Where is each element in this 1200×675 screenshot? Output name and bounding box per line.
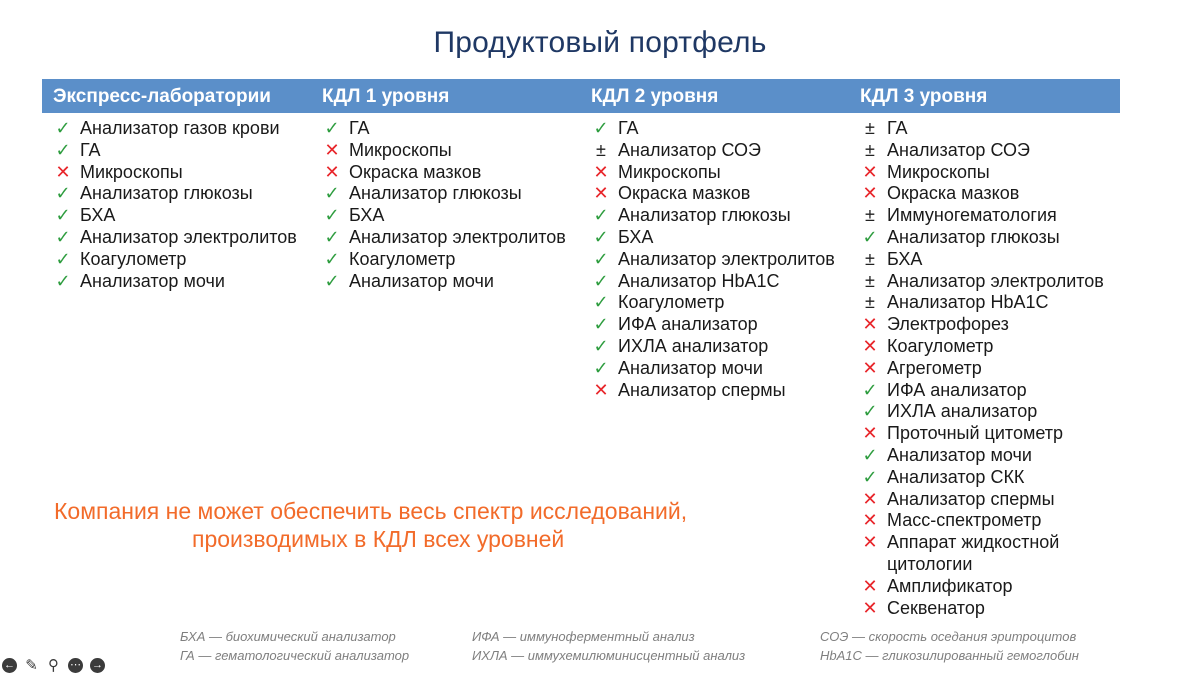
check-icon: ✓ [55,183,71,204]
cross-icon: ✕ [55,161,71,182]
list-item-label: Анализатор глюкозы [887,226,1060,247]
list-item-label: Проточный цитометр [887,423,1063,444]
list-item-label: Анализатор мочи [349,270,494,291]
list-item-label: Анализатор электролитов [887,270,1104,291]
check-icon: ✓ [862,401,878,422]
list-item-label: БХА [80,205,116,226]
cross-icon: ✕ [862,357,878,378]
company-note-line2: производимых в КДЛ всех уровней [192,526,565,552]
cross-icon: ✕ [862,597,878,618]
list-item-label: ИХЛА анализатор [887,401,1038,422]
check-icon: ✓ [593,335,609,356]
footnote: HbA1C — гликозилированный гемоглобин [820,648,1079,663]
check-icon: ✓ [593,357,609,378]
slide-title: Продуктовый портфель [433,26,767,59]
cross-icon: ✕ [324,139,340,160]
list-item-label: Микроскопы [349,139,452,160]
company-note-line1: Компания не может обеспечить весь спектр исследований, [54,498,688,524]
footnote: ИФА — иммуноферментный анализ [472,629,695,644]
cross-icon: ✕ [862,510,878,531]
plus-minus-icon: ± [865,139,875,160]
column-header-kdl1: КДЛ 1 уровня [322,86,450,107]
column-header-express: Экспресс-лаборатории [53,86,271,107]
footnote-group-3 [820,627,1079,665]
cross-icon: ✕ [862,423,878,444]
list-item-label: ИФА анализатор [618,314,758,335]
list-item-label: Иммуногематология [887,205,1057,226]
check-icon: ✓ [593,248,609,269]
list-item-label: Анализатор мочи [80,270,225,291]
list-item-label: Коагулометр [887,335,994,356]
list-item-label: БХА [618,226,654,247]
arrow-right-icon[interactable]: → [92,659,103,672]
list-item-label: Микроскопы [618,161,721,182]
check-icon: ✓ [593,270,609,291]
list-item-label: Анализатор спермы [618,379,786,400]
plus-minus-icon: ± [865,292,875,313]
list-item-label: БХА [887,248,923,269]
footnote-group-2 [472,627,745,665]
slide-navigation [2,657,112,675]
more-icon[interactable]: ⋯ [70,659,81,672]
check-icon: ✓ [55,270,71,291]
list-item-label: Масс-спектрометр [887,510,1042,531]
column-header-kdl3: КДЛ 3 уровня [860,86,988,107]
cross-icon: ✕ [862,335,878,356]
footnote-group-1 [180,627,409,665]
check-icon: ✓ [55,118,71,138]
list-item-label: Окраска мазков [349,161,482,182]
footnote: ГА — гематологический анализатор [180,648,410,663]
check-icon: ✓ [55,139,71,160]
list-item-label: Амплификатор [887,575,1013,596]
check-icon: ✓ [324,118,340,138]
cross-icon: ✕ [862,532,878,553]
plus-minus-icon: ± [865,205,875,226]
footnote: ИХЛА — иммухемилюминисцентный анализ [472,648,746,663]
cross-icon: ✕ [862,161,878,182]
check-icon: ✓ [55,248,71,269]
list-item-label: Анализатор СОЭ [618,139,761,160]
list-item-label: Электрофорез [887,314,1009,335]
cross-icon: ✕ [593,183,609,204]
cross-icon: ✕ [862,575,878,596]
plus-minus-icon: ± [865,118,875,138]
list-item-label: Коагулометр [349,248,456,269]
magnifier-icon[interactable]: ⚲ [48,657,59,675]
list-item-label: Анализатор СКК [887,466,1025,487]
list-item-label: Анализатор мочи [887,444,1032,465]
check-icon: ✓ [593,292,609,313]
check-icon: ✓ [324,205,340,226]
check-icon: ✓ [862,466,878,487]
cross-icon: ✕ [593,379,609,400]
list-item-label: ГА [80,139,101,160]
list-item-label: Коагулометр [80,248,187,269]
check-icon: ✓ [593,314,609,335]
cross-icon: ✕ [593,161,609,182]
check-icon: ✓ [55,205,71,226]
check-icon: ✓ [593,226,609,247]
list-item-label: Анализатор мочи [618,357,763,378]
cross-icon: ✕ [324,161,340,182]
list-item-label: Анализатор спермы [887,488,1055,509]
list-item-label: Окраска мазков [887,183,1020,204]
list-item-label: БХА [349,205,385,226]
list-item-label: Анализатор глюкозы [80,183,253,204]
check-icon: ✓ [324,270,340,291]
list-item-label: ГА [887,118,908,138]
check-icon: ✓ [862,226,878,247]
list-item-label: Анализатор HbA1C [618,270,780,291]
arrow-left-icon[interactable]: ← [4,659,15,672]
check-icon: ✓ [324,248,340,269]
check-icon: ✓ [593,118,609,138]
list-item-label: Анализатор электролитов [349,226,566,247]
check-icon: ✓ [324,226,340,247]
list-item-label: Анализатор глюкозы [349,183,522,204]
list-item-label: ИФА анализатор [887,379,1027,400]
pen-icon[interactable]: ✎ [25,657,38,675]
list-item-label: ГА [349,118,370,138]
list-item-label: Агрегометр [887,357,982,378]
plus-minus-icon: ± [865,270,875,291]
list-item-label: Секвенатор [887,597,985,618]
footnote: СОЭ — скорость оседания эритроцитов [820,629,1077,644]
list-item-label: Окраска мазков [618,183,751,204]
list-item-label: ГА [618,118,639,138]
footnote: БХА — биохимический анализатор [180,629,396,644]
list-item-label: Аппарат жидкостной цитологии [887,532,1060,574]
check-icon: ✓ [862,379,878,400]
list-item-label: ИХЛА анализатор [618,335,769,356]
list-item-label: Микроскопы [887,161,990,182]
check-icon: ✓ [55,226,71,247]
list-item-label: Анализатор HbA1C [887,292,1049,313]
column-header-bar [42,79,1120,113]
column-header-kdl2: КДЛ 2 уровня [591,86,719,107]
check-icon: ✓ [593,205,609,226]
company-note [54,497,754,553]
cross-icon: ✕ [862,314,878,335]
list-item-label: Анализатор глюкозы [618,205,791,226]
check-icon: ✓ [862,444,878,465]
list-item-label: Анализатор электролитов [80,226,297,247]
list-item-label: Анализатор электролитов [618,248,835,269]
list-item-label: Анализатор газов крови [80,118,280,138]
check-icon: ✓ [324,183,340,204]
plus-minus-icon: ± [596,139,606,160]
plus-minus-icon: ± [865,248,875,269]
list-item-label: Анализатор СОЭ [887,139,1030,160]
list-item-label: Коагулометр [618,292,725,313]
cross-icon: ✕ [862,488,878,509]
list-item-label: Микроскопы [80,161,183,182]
cross-icon: ✕ [862,183,878,204]
